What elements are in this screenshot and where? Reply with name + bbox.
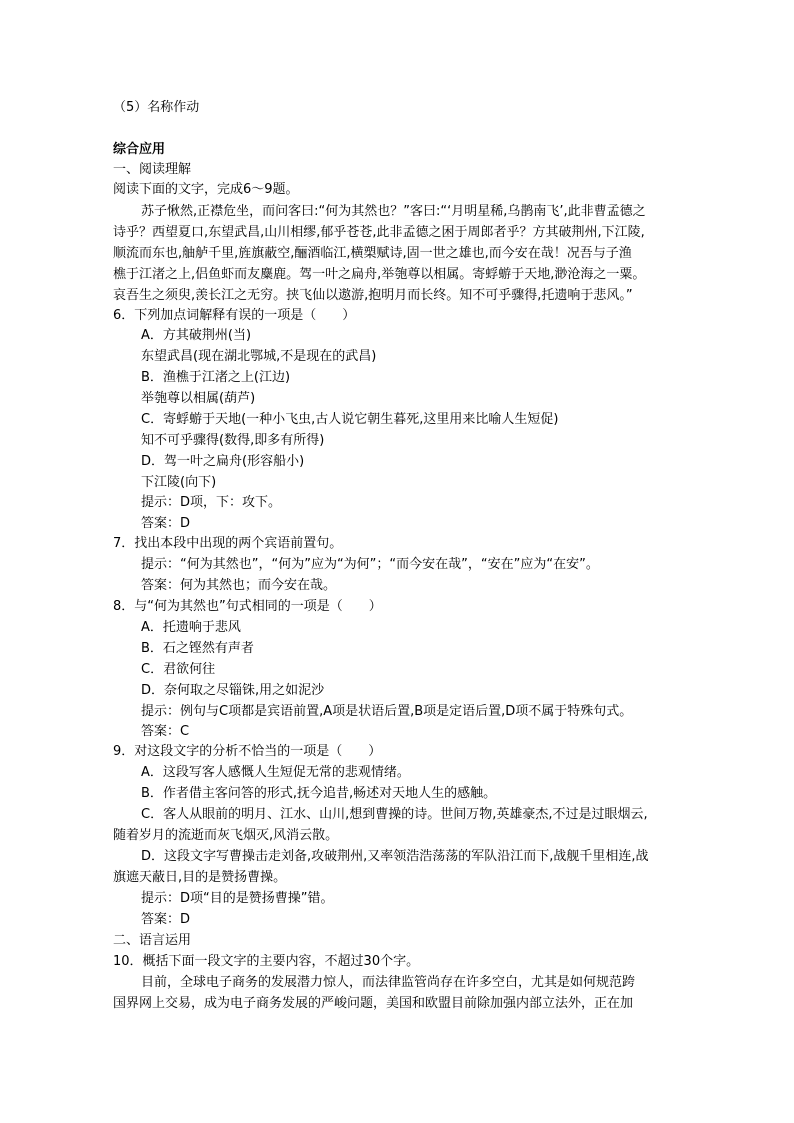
question: 7．找出本段中出现的两个宾语前置句。 xyxy=(113,536,343,551)
passage-line: 目前，全球电子商务的发展潜力惊人，而法律监管尚存在许多空白，尤其是如何规范跨 xyxy=(141,975,636,990)
option: A．方其破荆州(当) xyxy=(141,328,252,343)
option: D．这段文字写曹操击走刘备,攻破荆州,又率领浩浩荡荡的军队沿江而下,战舰千里相连,战 xyxy=(141,849,649,864)
text-line: （5）名称作动 xyxy=(113,100,200,115)
section-heading: 综合应用 xyxy=(113,142,166,157)
option: C．寄蜉蝣于天地(一种小飞虫,古人说它朝生暮死,这里用来比喻人生短促) xyxy=(141,412,559,427)
option: B．石之铿然有声者 xyxy=(141,641,254,656)
question: 6．下列加点词解释有误的一项是（ ） xyxy=(113,308,356,323)
option: 随着岁月的流逝而灰飞烟灭,风消云散。 xyxy=(113,828,339,843)
option: C．君欲何往 xyxy=(141,662,216,677)
hint: 提示：D项“目的是赞扬曹操”错。 xyxy=(141,891,334,906)
option: A．这段写客人感慨人生短促无常的悲观情绪。 xyxy=(141,765,410,780)
passage-line: 国界网上交易，成为电子商务发展的严峻问题，美国和欧盟目前除加强内部立法外，正在加 xyxy=(113,996,634,1011)
subsection-heading: 一、阅读理解 xyxy=(113,162,192,177)
option: 下江陵(向下) xyxy=(141,475,217,490)
question: 8．与“何为其然也”句式相同的一项是（ ） xyxy=(113,599,382,614)
option: B．作者借主客问答的形式,抚今追昔,畅述对天地人生的感触。 xyxy=(141,786,497,801)
passage-line: 樵于江渚之上,侣鱼虾而友麋鹿。驾一叶之扁舟,举匏尊以相属。寄蜉蝣于天地,渺沧海之一粟。 xyxy=(113,267,646,282)
option: 旗遮天蔽日,目的是赞扬曹操。 xyxy=(113,870,287,885)
hint: 提示：“何为其然也”，“何为”应为“为何”；“而今安在哉”，“安在”应为“在安”。 xyxy=(141,557,599,572)
question: 10．概括下面一段文字的主要内容，不超过30个字。 xyxy=(113,954,420,969)
instruction: 阅读下面的文字，完成6～9题。 xyxy=(113,182,299,197)
subsection-heading: 二、语言运用 xyxy=(113,933,192,948)
answer: 答案：D xyxy=(141,912,191,927)
answer: 答案：C xyxy=(141,724,190,739)
option: 知不可乎骤得(数得,即多有所得) xyxy=(141,433,325,448)
option: B．渔樵于江渚之上(江边) xyxy=(141,370,291,385)
answer: 答案：D xyxy=(141,516,191,531)
option: 举匏尊以相属(葫芦) xyxy=(141,391,256,406)
passage-line: 哀吾生之须臾,羡长江之无穷。挟飞仙以遨游,抱明月而长终。知不可乎骤得,托遗响于悲风。” xyxy=(113,288,633,303)
passage-line: 诗乎？西望夏口,东望武昌,山川相缪,郁乎苍苍,此非孟德之困于周郎者乎？方其破荆州,下江陵, xyxy=(113,225,645,240)
option: C．客人从眼前的明月、江水、山川,想到曹操的诗。世间万物,英雄豪杰,不过是过眼烟云, xyxy=(141,807,648,822)
option: D．奈何取之尽锱铢,用之如泥沙 xyxy=(141,683,325,698)
option: A．托遗响于悲风 xyxy=(141,620,241,635)
passage-line: 顺流而东也,舳舻千里,旌旗蔽空,酾酒临江,横槊赋诗,固一世之雄也,而今安在哉！况吾与子渔 xyxy=(113,246,632,261)
question: 9．对这段文字的分析不恰当的一项是（ ） xyxy=(113,744,382,759)
hint: 提示：例句与C项都是宾语前置,A项是状语后置,B项是定语后置,D项不属于特殊句式。 xyxy=(141,704,633,719)
option: 东望武昌(现在湖北鄂城,不是现在的武昌) xyxy=(141,349,377,364)
option: D．驾一叶之扁舟(形容船小) xyxy=(141,454,305,469)
passage-line: 苏子愀然,正襟危坐，而问客曰:“何为其然也？”客曰:“‘月明星稀,乌鹊南飞’,此非曹孟德之 xyxy=(141,204,646,219)
hint: 提示：D项，下：攻下。 xyxy=(141,495,282,510)
answer: 答案：何为其然也；而今安在哉。 xyxy=(141,578,337,593)
